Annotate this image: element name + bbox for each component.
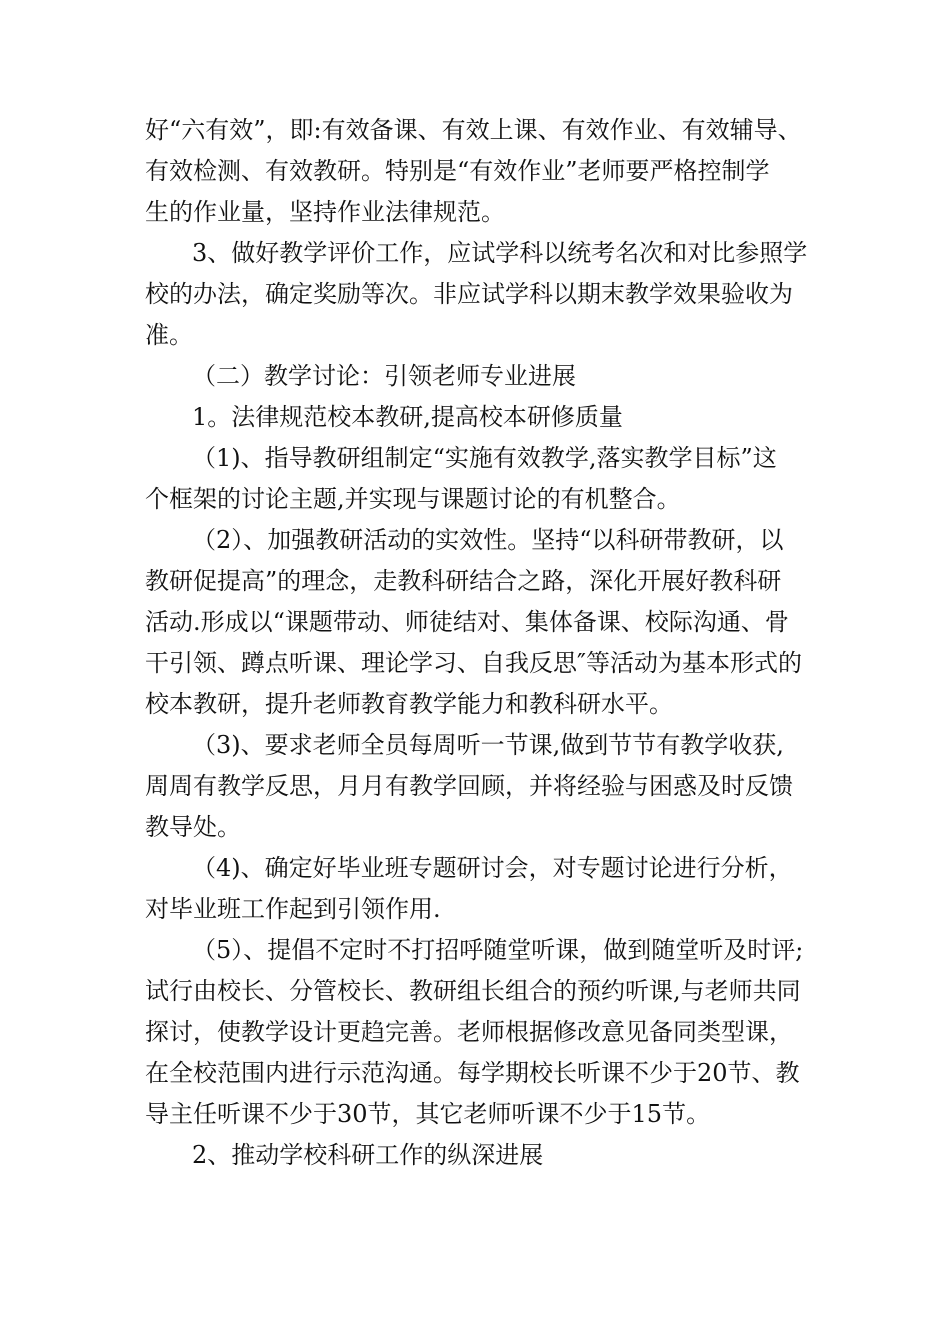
text-line: （1)、指导教研组制定“实施有效教学,落实教学目标”这 (192, 444, 777, 472)
text-line: 在全校范围内进行示范沟通。每学期校长听课不少于20节、教 (145, 1059, 800, 1087)
text-line: 教研促提高”的理念，走教科研结合之路，深化开展好教科研 (145, 567, 782, 595)
subsection-heading: 2、推动学校科研工作的纵深进展 (192, 1141, 544, 1169)
text-line: 试行由校长、分管校长、教研组长组合的预约听课,与老师共同 (145, 977, 801, 1005)
text-line: 个框架的讨论主题,并实现与课题讨论的有机整合。 (145, 485, 681, 513)
text-line: 教导处。 (145, 813, 241, 841)
text-line: 导主任听课不少于30节，其它老师听课不少于15节。 (145, 1100, 711, 1128)
text-line: 好“六有效”，即:有效备课、有效上课、有效作业、有效辅导、 (145, 116, 802, 144)
subsection-heading: 1。法律规范校本教研,提高校本研修质量 (192, 403, 623, 431)
text-line: （2）、加强教研活动的实效性。坚持“以科研带教研，以 (192, 526, 784, 554)
text-line: 3、做好教学评价工作，应试学科以统考名次和对比参照学 (192, 239, 808, 267)
text-line: 干引领、蹲点听课、理论学习、自我反思″等活动为基本形式的 (145, 649, 802, 677)
text-line: 生的作业量，坚持作业法律规范。 (145, 198, 505, 226)
text-line: 有效检测、有效教研。特别是“有效作业”老师要严格控制学 (145, 157, 770, 185)
text-line: （4)、确定好毕业班专题研讨会，对专题讨论进行分析， (192, 854, 793, 882)
text-line: 校的办法，确定奖励等次。非应试学科以期末教学效果验收为 (145, 280, 793, 308)
text-line: （5）、提倡不定时不打招呼随堂听课，做到随堂听及时评; (192, 936, 804, 964)
text-line: 周周有教学反思，月月有教学回顾，并将经验与困惑及时反馈 (145, 772, 793, 800)
text-line: （3)、要求老师全员每周听一节课,做到节节有教学收获, (192, 731, 784, 759)
section-heading: （二）教学讨论：引领老师专业进展 (192, 362, 576, 390)
text-line: 校本教研，提升老师教育教学能力和教科研水平。 (145, 690, 673, 718)
text-line: 探讨，使教学设计更趋完善。老师根据修改意见备同类型课， (145, 1018, 793, 1046)
text-line: 对毕业班工作起到引领作用. (145, 895, 441, 923)
text-line: 准。 (145, 321, 193, 349)
text-line: 活动.形成以“课题带动、师徒结对、集体备课、校际沟通、骨 (145, 608, 789, 636)
